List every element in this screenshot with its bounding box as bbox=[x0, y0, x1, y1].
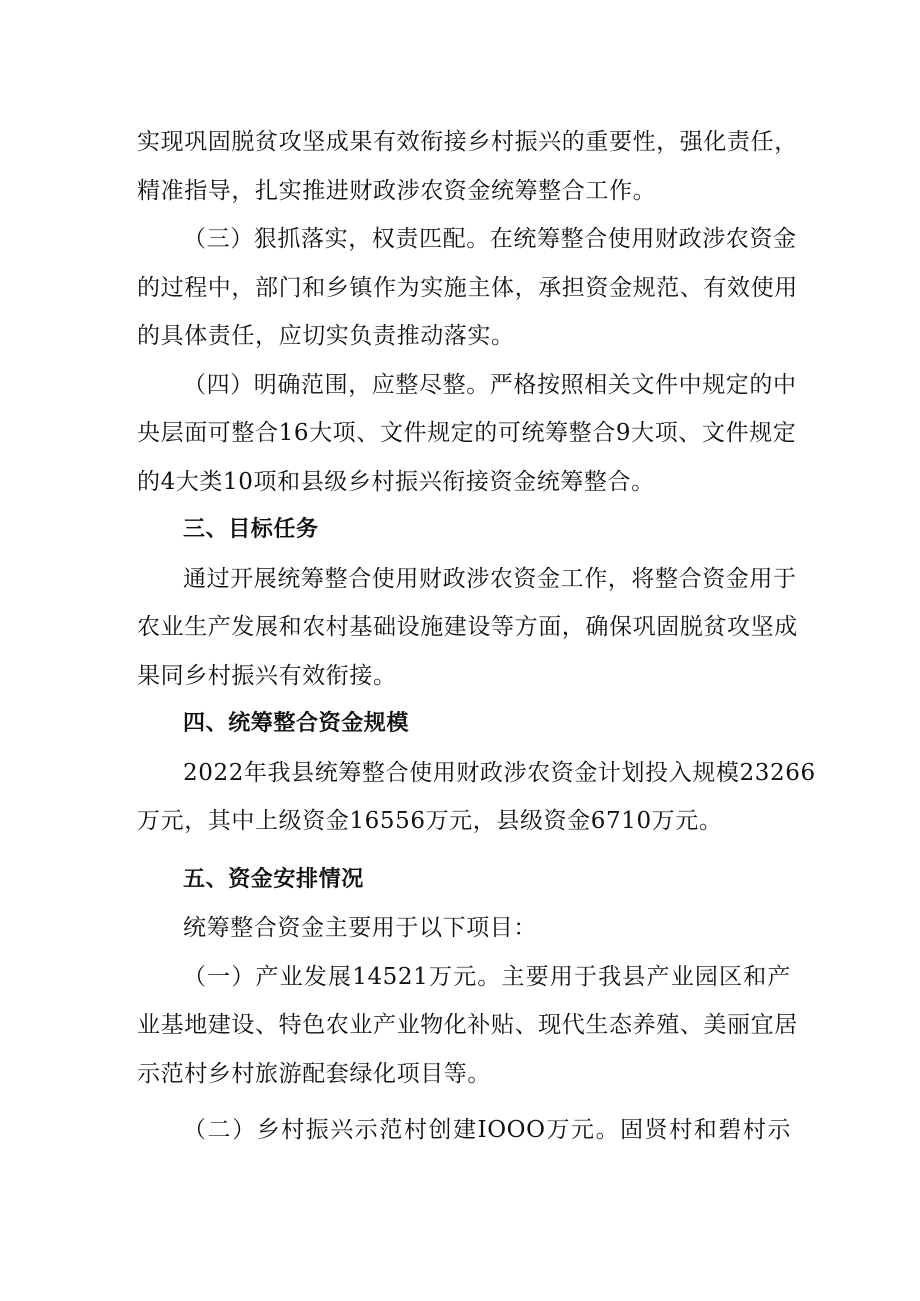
paragraph-line: 业基地建设、特色农业产业物化补贴、现代生态养殖、美丽宜居 bbox=[137, 1012, 798, 1038]
heading-target-tasks: 三、目标任务 bbox=[183, 517, 319, 542]
paragraph-line: 精准指导，扎实推进财政涉农资金统筹整合工作。 bbox=[137, 177, 657, 204]
paragraph-section-3 bbox=[137, 215, 798, 361]
paragraph-line: 2022年我县统筹整合使用财政涉农资金计划投入规模23266 bbox=[183, 759, 816, 786]
paragraph-continuation bbox=[137, 118, 798, 215]
paragraph-line: （二）乡村振兴示范村创建IOOO万元。固贤村和碧村示 bbox=[183, 1117, 791, 1143]
heading-fund-arrangement: 五、资金安排情况 bbox=[183, 866, 364, 892]
document-body bbox=[137, 118, 816, 1155]
paragraph-line: 通过开展统筹整合使用财政涉农资金工作，将整合资金用于 bbox=[183, 565, 797, 592]
paragraph-fund-usage-intro bbox=[137, 904, 791, 953]
paragraph-line: 央层面可整合16大项、文件规定的可统筹整合9大项、文件规定 bbox=[137, 420, 797, 446]
paragraph-line: （一）产业发展14521万元。主要用于我县产业园区和产 bbox=[183, 963, 791, 990]
paragraph-industry-development bbox=[137, 953, 798, 1099]
paragraph-line: 万元，其中上级资金16556万元，县级资金6710万元。 bbox=[137, 808, 723, 834]
paragraph-line: 农业生产发展和农村基础设施建设等方面，确保巩固脱贫攻坚成 bbox=[137, 614, 798, 640]
paragraph-section-4 bbox=[137, 361, 797, 507]
paragraph-line: 示范村乡村旅游配套绿化项目等。 bbox=[137, 1060, 491, 1087]
paragraph-line: 的过程中，部门和乡镇作为实施主体，承担资金规范、有效使用 bbox=[137, 274, 798, 301]
paragraph-demonstration-village bbox=[137, 1106, 791, 1155]
paragraph-line: 统筹整合资金主要用于以下项目： bbox=[183, 915, 537, 941]
paragraph-fund-scale bbox=[137, 749, 816, 846]
paragraph-line: 实现巩固脱贫攻坚成果有效衔接乡村振兴的重要性，强化责任， bbox=[137, 129, 798, 155]
heading-fund-scale: 四、统筹整合资金规模 bbox=[183, 711, 410, 736]
paragraph-line: 的具体责任，应切实负责推动落实。 bbox=[137, 323, 515, 349]
paragraph-target-tasks bbox=[137, 555, 798, 701]
paragraph-line: （四）明确范围，应整尽整。严格按照相关文件中规定的中 bbox=[183, 371, 797, 398]
paragraph-line: 果同乡村振兴有效衔接。 bbox=[137, 662, 397, 689]
paragraph-line: 的4大类10项和县级乡村振兴衔接资金统筹整合。 bbox=[137, 468, 655, 495]
paragraph-line: （三）狠抓落实，权责匹配。在统筹整合使用财政涉农资金 bbox=[183, 226, 797, 252]
